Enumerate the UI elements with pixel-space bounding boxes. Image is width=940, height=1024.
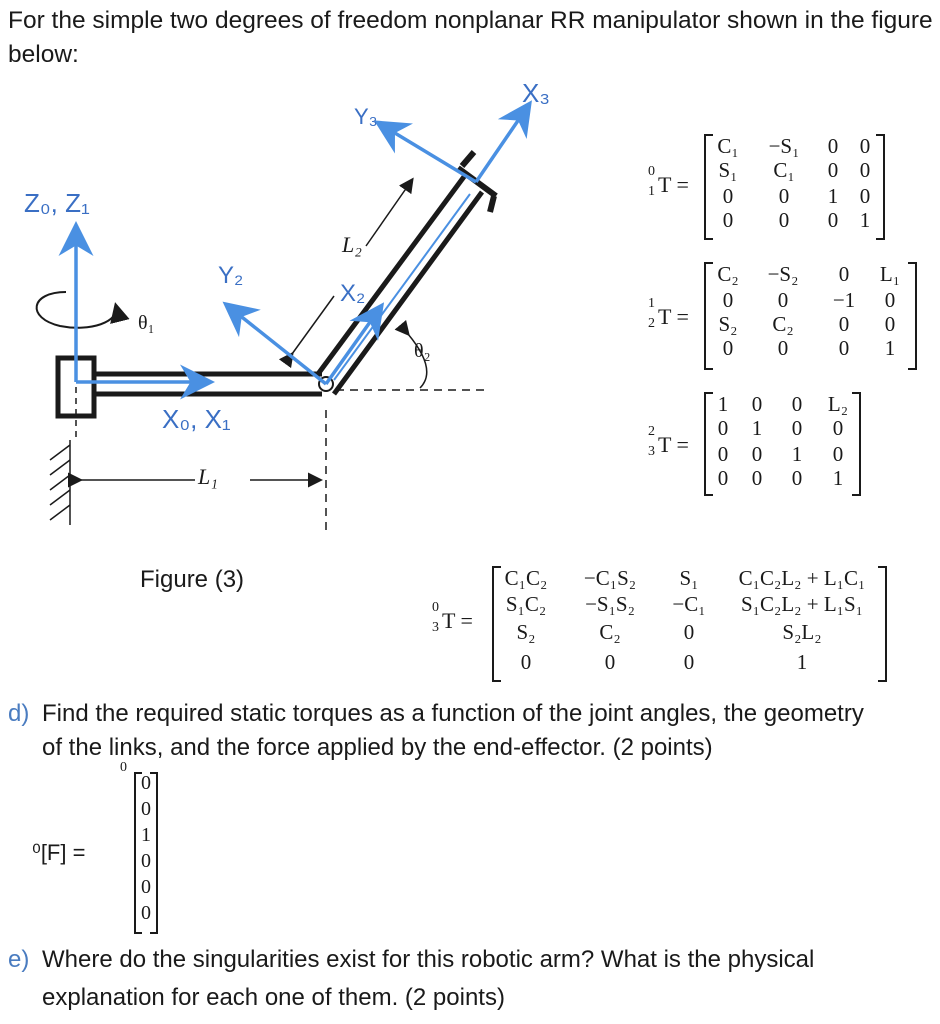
label-x3: X₃ xyxy=(522,78,550,108)
t23-cell: 0 xyxy=(791,392,803,416)
t03-cell: S₁ xyxy=(679,566,699,590)
t12-cell: L₁ xyxy=(879,262,901,286)
t01-cell: 0 xyxy=(827,134,839,158)
force-label: ⁰[F] = xyxy=(32,840,86,865)
t03-cell: C₁C₂ xyxy=(504,566,548,590)
t03-symbol: T = xyxy=(442,608,473,633)
force-cell: 0 xyxy=(141,850,151,872)
t03-sup: 0 xyxy=(432,600,439,615)
t01-sup: 0 xyxy=(648,164,655,179)
t12-cell: 0 xyxy=(884,288,896,312)
force-cell: 0 xyxy=(141,876,151,898)
t03-cell: 0 xyxy=(604,650,616,674)
t12-cell: −1 xyxy=(832,288,856,312)
t03-cell: 1 xyxy=(796,650,808,674)
ground-hatch xyxy=(50,440,70,525)
t23-cell: 0 xyxy=(832,442,844,466)
t23-cell: 0 xyxy=(791,466,803,490)
question-e-line1: Where do the singularities exist for this robotic arm? What is the physical xyxy=(42,946,815,973)
label-z0-z1: Z₀, Z₁ xyxy=(24,188,90,218)
question-d xyxy=(8,696,864,732)
t03-cell: 0 xyxy=(683,650,695,674)
t01-sub: 1 xyxy=(648,184,655,199)
t12-cell: −S₂ xyxy=(767,262,799,286)
link-1 xyxy=(94,374,322,394)
manipulator-figure xyxy=(0,70,600,540)
t23-cell: 0 xyxy=(717,416,729,440)
t03-cell: S₁C₂ xyxy=(505,592,547,616)
t01-cell: 0 xyxy=(778,208,790,232)
t12-cell: 0 xyxy=(777,336,789,360)
t23-sub: 3 xyxy=(648,444,655,459)
t03-cell: 0 xyxy=(520,650,532,674)
label-y2: Y₂ xyxy=(218,262,244,289)
frame-arrows xyxy=(76,106,528,384)
t12-cell: 0 xyxy=(777,288,789,312)
t01-cell: 0 xyxy=(778,184,790,208)
label-theta2: θ₂ xyxy=(414,340,431,362)
t03-cell: S₂ xyxy=(516,620,536,644)
t01-cell: 1 xyxy=(859,208,871,232)
t01-cell: 1 xyxy=(827,184,839,208)
t12-cell: 0 xyxy=(838,312,850,336)
t01-symbol: T = xyxy=(658,172,689,197)
force-cell: 0 xyxy=(141,772,151,794)
t12-cell: 0 xyxy=(722,336,734,360)
t03-cell: −S₁S₂ xyxy=(585,592,635,616)
t03-sub: 3 xyxy=(432,620,439,635)
t12-cell: 0 xyxy=(838,262,850,286)
force-sup: 0 xyxy=(120,760,127,775)
t12-sub: 2 xyxy=(648,316,655,331)
t12-cell: S₂ xyxy=(718,312,738,336)
t12-cell: C₂ xyxy=(772,312,794,336)
label-y3: Y₃ xyxy=(354,104,378,129)
label-x2: X₂ xyxy=(340,280,366,307)
t01-cell: C₁ xyxy=(773,158,795,182)
t01-cell: 0 xyxy=(827,158,839,182)
t23-cell: 0 xyxy=(717,442,729,466)
force-cell: 1 xyxy=(141,824,151,846)
question-e xyxy=(8,942,814,978)
label-x0-x1: X₀, X₁ xyxy=(162,404,231,434)
force-cell: 0 xyxy=(141,902,151,924)
t23-cell: 0 xyxy=(751,442,763,466)
t01-cell: 0 xyxy=(859,158,871,182)
t01-cell: S₁ xyxy=(718,158,738,182)
t23-cell: 1 xyxy=(751,416,763,440)
problem-intro: For the simple two degrees of freedom nonplanar RR manipulator shown in the figure below: xyxy=(8,7,933,68)
question-e-letter: e) xyxy=(8,946,30,973)
t23-cell: 0 xyxy=(717,466,729,490)
t03-cell: S₁C₂L₂ + L₁S₁ xyxy=(741,592,863,616)
label-l2: L₂ xyxy=(342,232,362,257)
t23-cell: L₂ xyxy=(827,392,849,416)
t01-cell: −S₁ xyxy=(768,134,800,158)
t12-cell: C₂ xyxy=(717,262,739,286)
t23-cell: 0 xyxy=(791,416,803,440)
t23-cell: 1 xyxy=(717,392,729,416)
figure-caption: Figure (3) xyxy=(140,566,245,593)
t12-cell: 0 xyxy=(838,336,850,360)
question-d-letter: d) xyxy=(8,700,30,727)
t01-cell: 0 xyxy=(859,134,871,158)
question-e-line2: explanation for each one of them. (2 points) xyxy=(42,984,505,1011)
force-cell: 0 xyxy=(141,798,151,820)
t01-cell: C₁ xyxy=(717,134,739,158)
t23-cell: 0 xyxy=(832,416,844,440)
t12-cell: 0 xyxy=(722,288,734,312)
t23-cell: 1 xyxy=(832,466,844,490)
t23-cell: 1 xyxy=(791,442,803,466)
t23-sup: 2 xyxy=(648,424,655,439)
t03-cell: C₂ xyxy=(599,620,621,644)
label-theta1: θ₁ xyxy=(138,312,155,334)
t23-cell: 0 xyxy=(751,392,763,416)
t03-cell: C₁C₂L₂ + L₁C₁ xyxy=(738,566,866,590)
t01-cell: 0 xyxy=(722,208,734,232)
t01-cell: 0 xyxy=(859,184,871,208)
t01-cell: 0 xyxy=(722,184,734,208)
t12-cell: 0 xyxy=(884,312,896,336)
t23-cell: 0 xyxy=(751,466,763,490)
t12-symbol: T = xyxy=(658,304,689,329)
t12-sup: 1 xyxy=(648,296,655,311)
t12-cell: 1 xyxy=(884,336,896,360)
label-l1: L₁ xyxy=(198,464,218,489)
t03-cell: −C₁ xyxy=(672,592,706,616)
t01-cell: 0 xyxy=(827,208,839,232)
t23-symbol: T = xyxy=(658,432,689,457)
question-d-line1: Find the required static torques as a function of the joint angles, the geometry xyxy=(42,700,864,727)
t03-cell: −C₁S₂ xyxy=(583,566,637,590)
t03-cell: S₂L₂ xyxy=(782,620,822,644)
question-d-line2: of the links, and the force applied by the end-effector. (2 points) xyxy=(42,734,713,761)
t03-cell: 0 xyxy=(683,620,695,644)
